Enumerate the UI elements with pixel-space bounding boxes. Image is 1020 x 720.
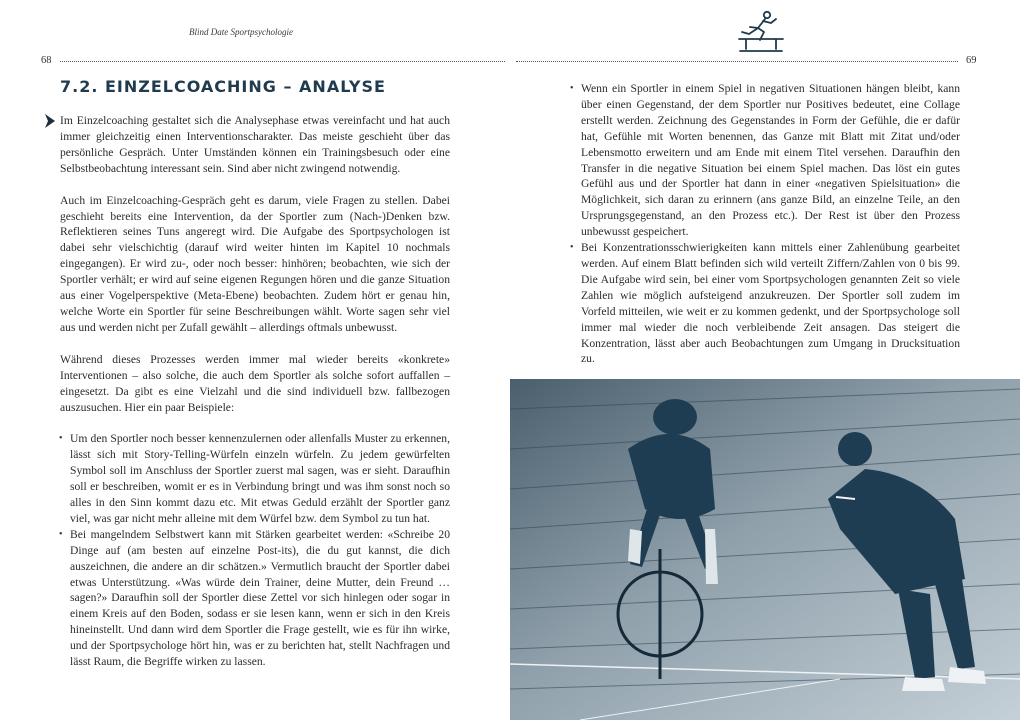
list-item <box>570 81 960 240</box>
bullet-icon: • <box>570 242 574 254</box>
list-item <box>59 431 450 526</box>
list-item-text: Wenn ein Sportler in einem Spiel in negativen Situationen hängen bleibt, kann über einen Gegenstand, der dem Sportler nur Positives bedeutet, eine Collage erstellt werden. Zeichnung des Gegenstandes in Form der Gefühle, die er dafür hat, Gefühle mit Worten benennen, das Ganze mit Blatt mit Zitat und/oder Lebensmotto erweitern und am Ende mit einem Titel versehen. Daraufhin den Transfer in die negative Situation bei einem Spiel machen. Das löst ein gutes Gefühl aus und der Sportler hat dann in einer «negativen Spielsituation» die Möglichkeit, sich daran zu erinnern (ans ganze Bild, an einzelne Teile, an den Ursprungsgegenstand, an den Prozess etc.). Der Rest ist über den Prozess unbewusst gespeichert. <box>581 82 960 239</box>
section-heading: 7.2. EINZELCOACHING – ANALYSE <box>60 77 386 96</box>
list-item-text: Bei Konzentrationsschwierigkeiten kann mittels einer Zahlenübung gearbeitet werden. Auf einem Blatt befinden sich wild verteilt Ziffern/Zahlen von 0 bis 99. Die Aufgabe wird sein, bei einer vom Sportpsychologen genannten Zeit so viele Zahlen wie möglich aufsteigend anzukreuzen. Der Sportler soll zudem im Vorfeld mitteilen, wie weit er zu kommen gedenkt, und der Sportpsychologe soll immer mal wieder die noch verbleibende Zeit ansagen. Das steigert die Konzentration, lässt aber auch Beobachtungen zum Umgang in Drucksituation zu. <box>581 241 960 366</box>
right-column <box>570 81 960 367</box>
running-title: Blind Date Sportpsychologie <box>189 27 293 37</box>
chevron-right-icon <box>44 114 56 128</box>
list-item <box>59 527 450 670</box>
hurdle-runner-icon <box>736 8 786 52</box>
header-rule-right <box>516 61 958 62</box>
bullet-icon: • <box>59 433 63 445</box>
bullet-icon: • <box>570 83 574 94</box>
intro-paragraph: Im Einzelcoaching gestaltet sich die Analysephase etwas vereinfacht und hat auch immer gleichzeitig einen Interventionscharakter. Das meiste geschieht über das persönliche Gespräch. Unter Umständen können ein Trainingsbesuch oder eine Selbstbeobachtung interessant sein. Sind aber nicht zwingend notwendig. <box>60 114 450 175</box>
list-item-text: Um den Sportler noch besser kennenzulernen oder allenfalls Muster zu erkennen, lässt sich mit Story-Telling-Würfeln einzeln würfeln. Zu jedem gewürfelten Symbol soll im Anschluss der Sportler zuerst mal sagen, was er sieht. Daraufhin soll er beschreiben, womit er es in Verbindung bringt und was ihm sonst noch so alles in den Sinn kommt dazu etc. Mit etwas Geduld erzählt der Sportler ganz viel, was gar nicht mehr alleine mit dem Würfel bzw. dem Symbol zu tun hat. <box>70 432 450 525</box>
cycling-coach-photo <box>510 379 1020 720</box>
header-rule-left <box>60 61 505 62</box>
page-number-right: 69 <box>966 55 977 66</box>
example-list <box>60 431 450 670</box>
body-paragraph: Während dieses Prozesses werden immer mal wieder bereits «konkrete» Interventionen – also solche, die auch dem Sportler als solche sofort auffallen – eingesetzt. Da gibt es eine Vielzahl und die sind individuell bzw. fallbezogen auszusuchen. Hier ein paar Beispiele: <box>60 352 450 414</box>
body-paragraph: Auch im Einzelcoaching-Gespräch geht es darum, viele Fragen zu stellen. Dabei geschieht bereits eine Intervention, da der Sportler zum (Nach-)Denken bzw. Reflektieren seines Tuns angeregt wird. Die Aufgabe des Sportpsychologen ist dabei sehr vielschichtig (darauf wird weiter hinten im Kapitel 10 nochmals eingegangen). Er wird zu-, oder noch besser: hinhören; beobachten, wie sich der Sportler verhält; er wird auf seine eigenen Regungen hören und die ganze Situation aus einer Vogelperspektive (Meta-Ebene) beobachten. Zudem hört er genau hin, welche Worte ein Sportler für seine Beschreibungen wählt. Worte sagen sehr viel aus und werden nicht per Zufall gewählt – allerdings oftmals unbewusst. <box>60 193 450 334</box>
left-column <box>60 113 450 670</box>
example-list <box>570 81 960 367</box>
list-item-text: Bei mangelndem Selbstwert kann mit Stärken gearbeitet werden: «Schreibe 20 Dinge auf (am besten auf einzelne Post-its), die du gut kannst, die dich auszeichnen, die andere an dir schätzen.» Vermutlich braucht der Sportler dabei etwas Unterstützung. «Was würde dein Trainer, deine Mutter, dein Freund … sagen?» Daraufhin soll der Sportler diese Zettel vor sich hinlegen oder sogar in einem Kreis auf den Boden, sodass er sie lesen kann, wenn er sich in den Kreis hineinstellt. Und dann wird dem Sportler die Frage gestellt, wie es für ihn wirke, und der Sportpsychologe hört hin, was er zu berichten hat, stellt Nachfragen und lässt Raum, die Begriffe wirken zu lassen. <box>70 527 450 669</box>
page-number-left: 68 <box>41 55 52 66</box>
bullet-icon: • <box>59 528 63 540</box>
list-item <box>570 240 960 367</box>
